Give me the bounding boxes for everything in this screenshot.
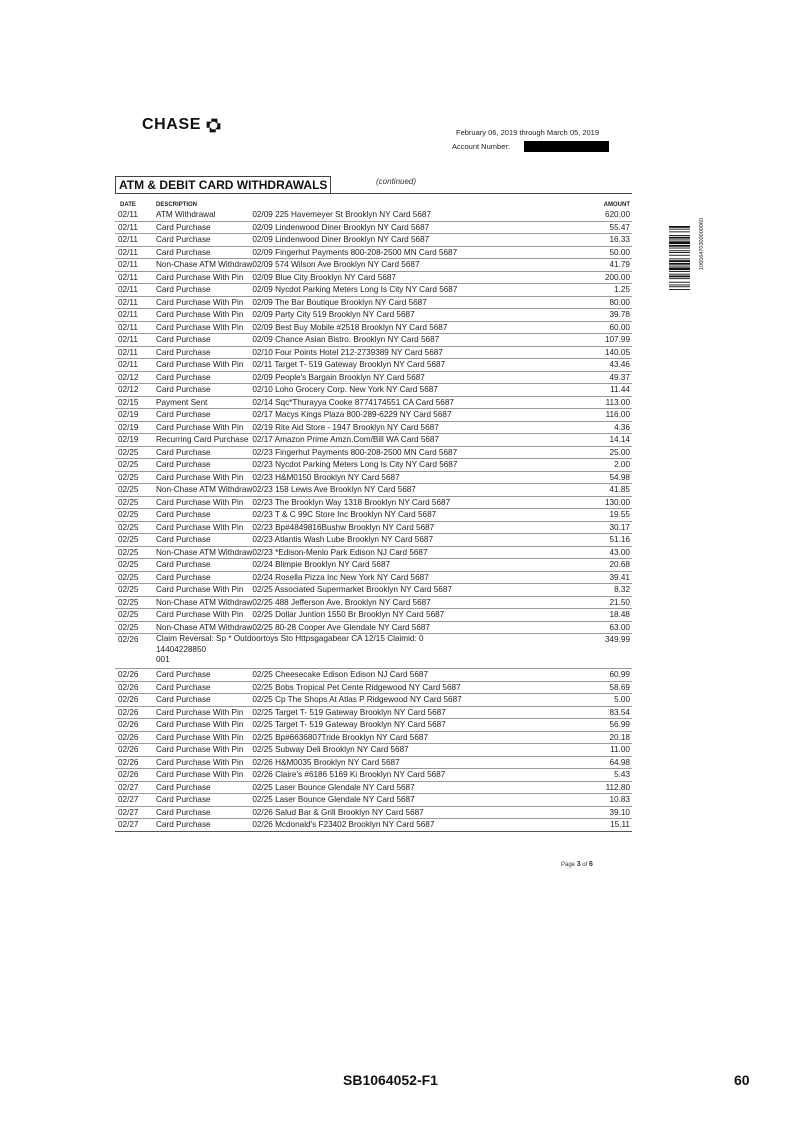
- row-type: Card Purchase: [156, 669, 252, 682]
- row-detail: 02/26 H&M0035 Brooklyn NY Card 5687: [252, 756, 586, 769]
- table-row: [115, 744, 632, 757]
- table-row: [115, 806, 632, 819]
- row-detail: 02/24 Rosella Pizza Inc New York NY Card 5687: [252, 571, 586, 584]
- table-row: [115, 359, 632, 372]
- barcode-bar: [669, 289, 690, 290]
- row-type: Card Purchase With Pin: [156, 321, 252, 334]
- table-row: [115, 346, 632, 359]
- account-number-row: [452, 141, 609, 152]
- row-date: 02/25: [115, 609, 156, 622]
- row-date: 02/25: [115, 596, 156, 609]
- row-amount: 1.25: [587, 284, 632, 297]
- row-detail: 02/09 Chance Asian Bistro. Brooklyn NY Card 5687: [252, 334, 586, 347]
- barcode: [669, 226, 690, 316]
- barcode-bar: [669, 285, 690, 286]
- row-amount: 56.99: [587, 719, 632, 732]
- row-type: Card Purchase: [156, 571, 252, 584]
- barcode-bar: [669, 263, 690, 265]
- row-date: 02/25: [115, 521, 156, 534]
- barcode-bar: [669, 241, 690, 244]
- row-detail: 02/25 Subway Deli Brooklyn NY Card 5687: [252, 744, 586, 757]
- row-date: 02/26: [115, 634, 156, 669]
- row-type: Card Purchase With Pin: [156, 609, 252, 622]
- row-date: 02/27: [115, 781, 156, 794]
- row-amount: 63.00: [587, 621, 632, 634]
- row-date: 02/19: [115, 434, 156, 447]
- row-detail: 02/09 574 Wilson Ave Brooklyn NY Card 5687: [252, 259, 586, 272]
- row-amount: 60.99: [587, 669, 632, 682]
- row-date: 02/26: [115, 694, 156, 707]
- row-amount: 200.00: [587, 271, 632, 284]
- table-row: [115, 421, 632, 434]
- row-type: Non-Chase ATM Withdraw: [156, 547, 253, 557]
- table-row: [115, 509, 632, 522]
- row-type: Card Purchase: [156, 806, 252, 819]
- table-row: [115, 534, 632, 547]
- row-type: ATM Withdrawal: [156, 209, 252, 221]
- row-date: 02/12: [115, 371, 156, 384]
- row-detail: 02/26 Mcdonald's F23402 Brooklyn NY Card 5687: [252, 819, 586, 832]
- row-type: Card Purchase: [156, 559, 252, 572]
- table-row: [115, 334, 632, 347]
- table-row: [115, 596, 632, 609]
- row-date: 02/19: [115, 409, 156, 422]
- barcode-bar: [669, 267, 690, 270]
- table-row: [115, 259, 632, 272]
- barcode-bar: [669, 260, 690, 262]
- table-row: [115, 484, 632, 497]
- row-amount: 43.00: [587, 546, 632, 559]
- row-date: 02/26: [115, 719, 156, 732]
- row-date: 02/25: [115, 559, 156, 572]
- row-detail: 02/23 Atlantis Wash Lube Brooklyn NY Card 5687: [252, 534, 586, 547]
- row-amount: 112.80: [587, 781, 632, 794]
- row-date: 02/26: [115, 681, 156, 694]
- row-type: Card Purchase With Pin: [156, 271, 252, 284]
- row-type: Card Purchase: [156, 371, 252, 384]
- barcode-bar: [669, 231, 690, 232]
- row-detail: 02/25 Associated Supermarket Brooklyn NY Card 5687: [252, 584, 586, 597]
- row-detail: 02/09 Best Buy Mobile #2518 Brooklyn NY Card 5687: [252, 321, 586, 334]
- table-row: [115, 681, 632, 694]
- barcode-bar: [669, 235, 690, 236]
- table-row: [115, 669, 632, 682]
- barcode-bar: [669, 229, 690, 230]
- table-row: [115, 396, 632, 409]
- row-type: Payment Sent: [156, 396, 252, 409]
- row-date: 02/25: [115, 621, 156, 634]
- barcode-bar: [669, 271, 690, 272]
- row-detail: 02/25 Cp The Shops At Atlas P Ridgewood NY Card 5687: [252, 694, 586, 707]
- barcode-bar: [669, 245, 690, 247]
- row-amount: 64.98: [587, 756, 632, 769]
- page-total: 6: [588, 861, 593, 868]
- row-amount: 14.14: [587, 434, 632, 447]
- row-type: Card Purchase: [156, 459, 252, 472]
- row-amount: 55.47: [587, 221, 632, 234]
- table-row: [115, 496, 632, 509]
- row-date: 02/15: [115, 396, 156, 409]
- row-amount: 15.11: [587, 819, 632, 832]
- row-detail: 02/25 Target T- 519 Gateway Brooklyn NY Card 5687: [252, 706, 586, 719]
- table-row: [115, 409, 632, 422]
- row-type: Card Purchase: [156, 284, 252, 297]
- row-detail: 02/23 H&M0150 Brooklyn NY Card 5687: [252, 471, 586, 484]
- row-date: 02/26: [115, 744, 156, 757]
- barcode-bar: [669, 278, 690, 279]
- table-row: [115, 459, 632, 472]
- row-date: 02/11: [115, 346, 156, 359]
- chase-octagon-icon: [206, 118, 221, 133]
- row-detail: 02/25 488 Jefferson Ave. Brooklyn NY Card 5687: [252, 596, 586, 609]
- barcode-bar: [669, 258, 690, 259]
- table-row: [115, 471, 632, 484]
- row-detail: 02/23 Bp#4849816Bushw Brooklyn NY Card 5687: [252, 521, 586, 534]
- table-row: [115, 706, 632, 719]
- barcode-number: 10656470300000060: [699, 217, 705, 270]
- row-detail: 02/17 Macys Kings Plaza 800-289-6229 NY Card 5687: [252, 409, 586, 422]
- row-date: 02/11: [115, 296, 156, 309]
- withdrawals-table: [115, 200, 632, 832]
- row-type: Card Purchase With Pin: [156, 706, 252, 719]
- row-date: 02/11: [115, 259, 156, 272]
- row-type: Card Purchase With Pin: [156, 521, 252, 534]
- page-of-label: of: [582, 862, 588, 868]
- row-detail: 02/09 Lindenwood Diner Brooklyn NY Card 5687: [252, 221, 586, 234]
- row-detail: 02/26 Claire's #6186 5169 Ki Brooklyn NY Card 5687: [252, 769, 586, 782]
- claim-line3: 001: [156, 655, 170, 664]
- row-date: 02/26: [115, 669, 156, 682]
- row-amount: 25.00: [587, 446, 632, 459]
- row-amount: 58.69: [587, 681, 632, 694]
- table-header-row: [115, 200, 632, 209]
- row-detail: 02/26 Salud Bar & Grill Brooklyn NY Card 5687: [252, 806, 586, 819]
- chase-logo: [142, 116, 221, 134]
- row-date: 02/26: [115, 756, 156, 769]
- row-detail: 02/17 Amazon Prime Amzn.Com/Bill WA Card 5687: [252, 434, 586, 447]
- row-detail: 02/25 Laser Bounce Glendale NY Card 5687: [252, 794, 586, 807]
- row-amount: 20.18: [587, 731, 632, 744]
- row-date: 02/25: [115, 509, 156, 522]
- row-amount: 80.00: [587, 296, 632, 309]
- row-type: Card Purchase With Pin: [156, 719, 252, 732]
- footer-page-number: 60: [734, 1072, 750, 1088]
- account-number-redacted: [524, 141, 609, 152]
- row-amount: 83.54: [587, 706, 632, 719]
- row-date: 02/25: [115, 446, 156, 459]
- col-date-header: DATE: [120, 201, 136, 208]
- row-detail: 02/09 The Bar Boutique Brooklyn NY Card 5687: [252, 296, 586, 309]
- barcode-bar: [669, 274, 690, 275]
- row-date: 02/25: [115, 484, 156, 497]
- row-type: Non-Chase ATM Withdraw: [156, 622, 253, 632]
- row-detail: 02/25 Dollar Juntion 1550 Br Brooklyn NY Card 5687: [252, 609, 586, 622]
- row-amount: 5.00: [587, 694, 632, 707]
- row-type: Card Purchase With Pin: [156, 744, 252, 757]
- barcode-bar: [669, 240, 690, 241]
- row-type: Card Purchase: [156, 681, 252, 694]
- row-type: Card Purchase With Pin: [156, 731, 252, 744]
- row-detail: 02/24 Blimpie Brooklyn NY Card 5687: [252, 559, 586, 572]
- row-date: 02/11: [115, 221, 156, 234]
- row-amount: 130.00: [587, 496, 632, 509]
- row-date: 02/25: [115, 534, 156, 547]
- row-amount: 30.17: [587, 521, 632, 534]
- table-row: [115, 794, 632, 807]
- row-amount: 349.99: [587, 634, 632, 669]
- section-header: [115, 176, 632, 194]
- page-current: 3: [576, 861, 581, 868]
- row-claim-description: [156, 634, 587, 669]
- row-detail: 02/25 Target T- 519 Gateway Brooklyn NY Card 5687: [252, 719, 586, 732]
- table-row: [115, 371, 632, 384]
- row-date: 02/11: [115, 309, 156, 322]
- row-amount: 11.44: [587, 384, 632, 397]
- row-amount: 60.00: [587, 321, 632, 334]
- table-row: [115, 296, 632, 309]
- row-type: Non-Chase ATM Withdraw: [156, 597, 253, 607]
- row-type: Card Purchase With Pin: [156, 296, 252, 309]
- table-row: [115, 559, 632, 572]
- table-row: [115, 731, 632, 744]
- row-amount: 54.98: [587, 471, 632, 484]
- col-amount-header: AMOUNT: [603, 201, 630, 208]
- row-type: Non-Chase ATM Withdraw: [156, 485, 253, 494]
- row-date: 02/19: [115, 421, 156, 434]
- row-detail: 02/11 Target T- 519 Gateway Brooklyn NY Card 5687: [252, 359, 586, 372]
- row-type: Card Purchase: [156, 819, 252, 832]
- row-detail: 02/14 Sqc*Thurayya Cooke 8774174551 CA Card 5687: [252, 396, 586, 409]
- table-row: [115, 769, 632, 782]
- row-detail: 02/10 Loho Grocery Corp. New York NY Card 5687: [252, 384, 586, 397]
- row-date: 02/27: [115, 819, 156, 832]
- row-type: Non-Chase ATM Withdraw: [156, 260, 253, 269]
- barcode-bar: [669, 250, 690, 251]
- row-amount: 20.68: [587, 559, 632, 572]
- table-row: [115, 271, 632, 284]
- row-type: Card Purchase With Pin: [156, 309, 252, 322]
- row-type: Card Purchase: [156, 334, 252, 347]
- table-row: [115, 284, 632, 297]
- row-detail: 02/09 Fingerhut Payments 800-208-2500 MN Card 5687: [252, 246, 586, 259]
- row-date: 02/11: [115, 284, 156, 297]
- row-date: 02/27: [115, 806, 156, 819]
- row-date: 02/11: [115, 321, 156, 334]
- table-row: [115, 384, 632, 397]
- row-date: 02/12: [115, 384, 156, 397]
- row-type: Card Purchase: [156, 221, 252, 234]
- row-amount: 116.00: [587, 409, 632, 422]
- barcode-bar: [669, 237, 690, 239]
- row-amount: 43.46: [587, 359, 632, 372]
- row-type: Card Purchase: [156, 794, 252, 807]
- row-date: 02/26: [115, 769, 156, 782]
- row-date: 02/11: [115, 271, 156, 284]
- table-row: [115, 694, 632, 707]
- row-type: Card Purchase With Pin: [156, 421, 252, 434]
- row-amount: 113.00: [587, 396, 632, 409]
- row-amount: 8.32: [587, 584, 632, 597]
- row-amount: 107.99: [587, 334, 632, 347]
- row-date: 02/11: [115, 334, 156, 347]
- row-amount: 620.00: [587, 209, 632, 221]
- row-detail: 02/19 Rite Aid Store - 1947 Brooklyn NY Card 5687: [252, 421, 586, 434]
- row-amount: 50.00: [587, 246, 632, 259]
- section-title: ATM & DEBIT CARD WITHDRAWALS: [115, 176, 331, 193]
- row-amount: 19.55: [587, 509, 632, 522]
- barcode-bar: [669, 286, 690, 287]
- row-detail: 02/09 Nycdot Parking Meters Long Is City NY Card 5687: [252, 284, 586, 297]
- table-row: [115, 584, 632, 597]
- row-type: Card Purchase: [156, 509, 252, 522]
- row-detail: 02/10 Four Points Hotel 212-2739389 NY Card 5687: [252, 346, 586, 359]
- row-amount: 39.10: [587, 806, 632, 819]
- row-date: 02/25: [115, 546, 156, 559]
- row-amount: 41.79: [587, 259, 632, 272]
- row-date: 02/26: [115, 706, 156, 719]
- barcode-bar: [669, 252, 690, 253]
- table-row: [115, 246, 632, 259]
- barcode-bar: [669, 248, 690, 249]
- row-date: 02/25: [115, 459, 156, 472]
- row-date: 02/11: [115, 359, 156, 372]
- row-amount: 4.36: [587, 421, 632, 434]
- row-type: Card Purchase With Pin: [156, 471, 252, 484]
- row-type: Card Purchase: [156, 534, 252, 547]
- table-row: [115, 756, 632, 769]
- table-row: [115, 819, 632, 832]
- row-type: Card Purchase: [156, 234, 252, 247]
- row-detail: 02/23 Fingerhut Payments 800-208-2500 MN Card 5687: [252, 446, 586, 459]
- row-date: 02/25: [115, 496, 156, 509]
- row-date: 02/11: [115, 209, 156, 221]
- row-detail: 02/23 158 Lewis Ave Brooklyn NY Card 5687: [252, 484, 586, 497]
- row-detail: 02/25 Bp#6636807Tride Brooklyn NY Card 5687: [252, 731, 586, 744]
- footer-code: SB1064052-F1: [343, 1072, 438, 1088]
- section-continued: (continued): [376, 177, 417, 186]
- brand-name: CHASE: [142, 116, 202, 133]
- row-amount: 10.83: [587, 794, 632, 807]
- row-amount: 49.37: [587, 371, 632, 384]
- row-type: Card Purchase: [156, 781, 252, 794]
- table-row: [115, 309, 632, 322]
- row-amount: 21.50: [587, 596, 632, 609]
- row-amount: 51.16: [587, 534, 632, 547]
- row-date: 02/25: [115, 471, 156, 484]
- table-row-claim: [115, 634, 632, 669]
- table-row: [115, 221, 632, 234]
- row-type: Card Purchase: [156, 409, 252, 422]
- row-amount: 16.33: [587, 234, 632, 247]
- row-detail: 02/09 Party City 519 Brooklyn NY Card 5687: [252, 309, 586, 322]
- barcode-bar: [669, 266, 690, 267]
- row-amount: 140.05: [587, 346, 632, 359]
- row-detail: 02/25 80-28 Cooper Ave Glendale NY Card 5687: [252, 621, 586, 634]
- table-row: [115, 446, 632, 459]
- row-date: 02/26: [115, 731, 156, 744]
- page-label: Page: [561, 862, 576, 868]
- row-detail: 02/25 Bobs Tropical Pet Cente Ridgewood NY Card 5687: [252, 681, 586, 694]
- row-type: Card Purchase With Pin: [156, 584, 252, 597]
- row-amount: 39.78: [587, 309, 632, 322]
- table-row: [115, 781, 632, 794]
- row-detail: 02/09 People's Bargain Brooklyn NY Card 5687: [252, 371, 586, 384]
- table-row: [115, 321, 632, 334]
- row-type: Card Purchase: [156, 446, 252, 459]
- table-row: [115, 719, 632, 732]
- row-date: 02/25: [115, 584, 156, 597]
- table-row: [115, 571, 632, 584]
- table-row: [115, 609, 632, 622]
- row-date: 02/25: [115, 571, 156, 584]
- row-amount: 18.48: [587, 609, 632, 622]
- row-detail: 02/25 Laser Bounce Glendale NY Card 5687: [252, 781, 586, 794]
- row-amount: 39.41: [587, 571, 632, 584]
- row-type: Card Purchase With Pin: [156, 496, 252, 509]
- claim-line2: 14404228850: [156, 644, 207, 654]
- row-amount: 41.85: [587, 484, 632, 497]
- row-detail: 02/23 Nycdot Parking Meters Long Is City NY Card 5687: [252, 459, 586, 472]
- row-detail: 02/09 225 Havemeyer St Brooklyn NY Card 5687: [252, 209, 586, 221]
- row-detail: 02/23 The Brooklyn Way 1318 Brooklyn NY Card 5687: [252, 496, 586, 509]
- row-amount: 2.00: [587, 459, 632, 472]
- row-date: 02/11: [115, 234, 156, 247]
- row-date: 02/11: [115, 246, 156, 259]
- table-row: [115, 234, 632, 247]
- barcode-bar: [669, 226, 690, 228]
- row-detail: 02/09 Blue City Brooklyn NY Card 5687: [252, 271, 586, 284]
- row-date: 02/27: [115, 794, 156, 807]
- table-row: [115, 521, 632, 534]
- page-number: [561, 861, 593, 868]
- row-detail: 02/23 *Edison-Menlo Park Edison NJ Card 5687: [252, 546, 586, 559]
- row-detail: 02/25 Cheesecake Edison Edison NJ Card 5687: [252, 669, 586, 682]
- row-detail: 02/09 Lindenwood Diner Brooklyn NY Card 5687: [252, 234, 586, 247]
- row-type: Card Purchase: [156, 346, 252, 359]
- col-description-header: DESCRIPTION: [156, 201, 198, 208]
- row-type: Recurring Card Purchase: [156, 434, 252, 447]
- table-row: [115, 546, 632, 559]
- table-row: [115, 434, 632, 447]
- row-type: Card Purchase With Pin: [156, 359, 252, 372]
- claim-line1: Claim Reversal: Sp * Outdoortoys Sto Httpsgagabear CA 12/15 Claimid: 0: [156, 634, 424, 643]
- barcode-bar: [669, 282, 690, 283]
- row-amount: 5.43: [587, 769, 632, 782]
- statement-period: February 06, 2019 through March 05, 2019: [456, 128, 600, 137]
- row-type: Card Purchase: [156, 246, 252, 259]
- account-number-label: Account Number:: [452, 142, 510, 151]
- row-type: Card Purchase: [156, 694, 252, 707]
- barcode-bar: [669, 276, 690, 278]
- barcode-bar: [669, 255, 690, 256]
- row-detail: 02/23 T & C 99C Store Inc Brooklyn NY Card 5687: [252, 509, 586, 522]
- table-row: [115, 621, 632, 634]
- row-type: Card Purchase: [156, 384, 252, 397]
- row-type: Card Purchase With Pin: [156, 769, 252, 782]
- row-amount: 11.00: [587, 744, 632, 757]
- row-type: Card Purchase With Pin: [156, 756, 252, 769]
- table-row: [115, 209, 632, 221]
